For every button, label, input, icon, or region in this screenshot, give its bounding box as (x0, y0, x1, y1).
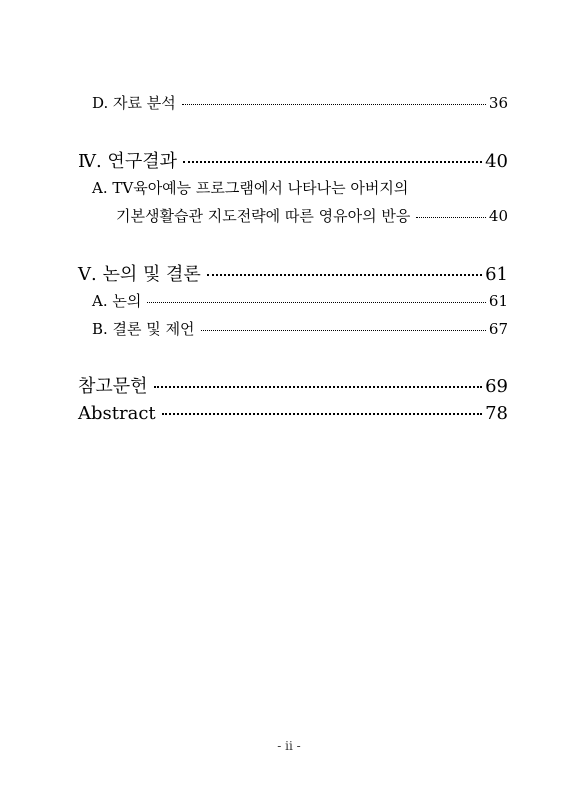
toc-entry-page: 40 (488, 207, 508, 225)
toc-entry-label: A. 논의 (92, 292, 142, 310)
toc-entry-label: D. 자료 분석 (92, 94, 176, 112)
toc-entry-label: B. 결론 및 제언 (92, 320, 195, 338)
dot-leader (162, 413, 482, 415)
toc-entry-label: Abstract (78, 403, 156, 424)
dot-leader (207, 274, 482, 276)
toc-entry-chapter-4 (78, 147, 508, 173)
toc-entry-page: 61 (488, 292, 508, 310)
dot-leader (154, 386, 483, 388)
toc-entry-label: 기본생활습관 지도전략에 따른 영유아의 반응 (116, 207, 411, 225)
toc-entry-label: Ⅳ. 연구결과 (78, 151, 177, 172)
dot-leader (416, 217, 486, 218)
dot-leader (147, 302, 486, 303)
toc-entry-page: 78 (485, 403, 508, 424)
toc-entry-abstract (78, 403, 508, 424)
toc-entry-page: 69 (485, 376, 508, 397)
toc-entry-page: 40 (485, 151, 508, 172)
toc-entry-page: 36 (488, 94, 508, 112)
toc-entry-page: 67 (488, 320, 508, 338)
toc-entry-references (78, 372, 508, 398)
toc-entry-5b (92, 318, 508, 339)
toc-entry-chapter-5 (78, 260, 508, 286)
toc-entry-label: Ⅴ. 논의 및 결론 (78, 264, 201, 285)
dot-leader (182, 104, 486, 105)
toc-entry-4a-line2 (116, 205, 508, 226)
toc-entry-5a (92, 290, 508, 311)
toc-entry-label: 참고문헌 (78, 376, 148, 397)
page-number: - ii - (277, 739, 301, 753)
toc-entry-4a-line1: A. TV육아예능 프로그램에서 나타나는 아버지의 (92, 179, 409, 197)
dot-leader (183, 161, 482, 163)
toc-entry-d-analysis (92, 92, 508, 113)
toc-entry-page: 61 (485, 264, 508, 285)
dot-leader (201, 330, 486, 331)
